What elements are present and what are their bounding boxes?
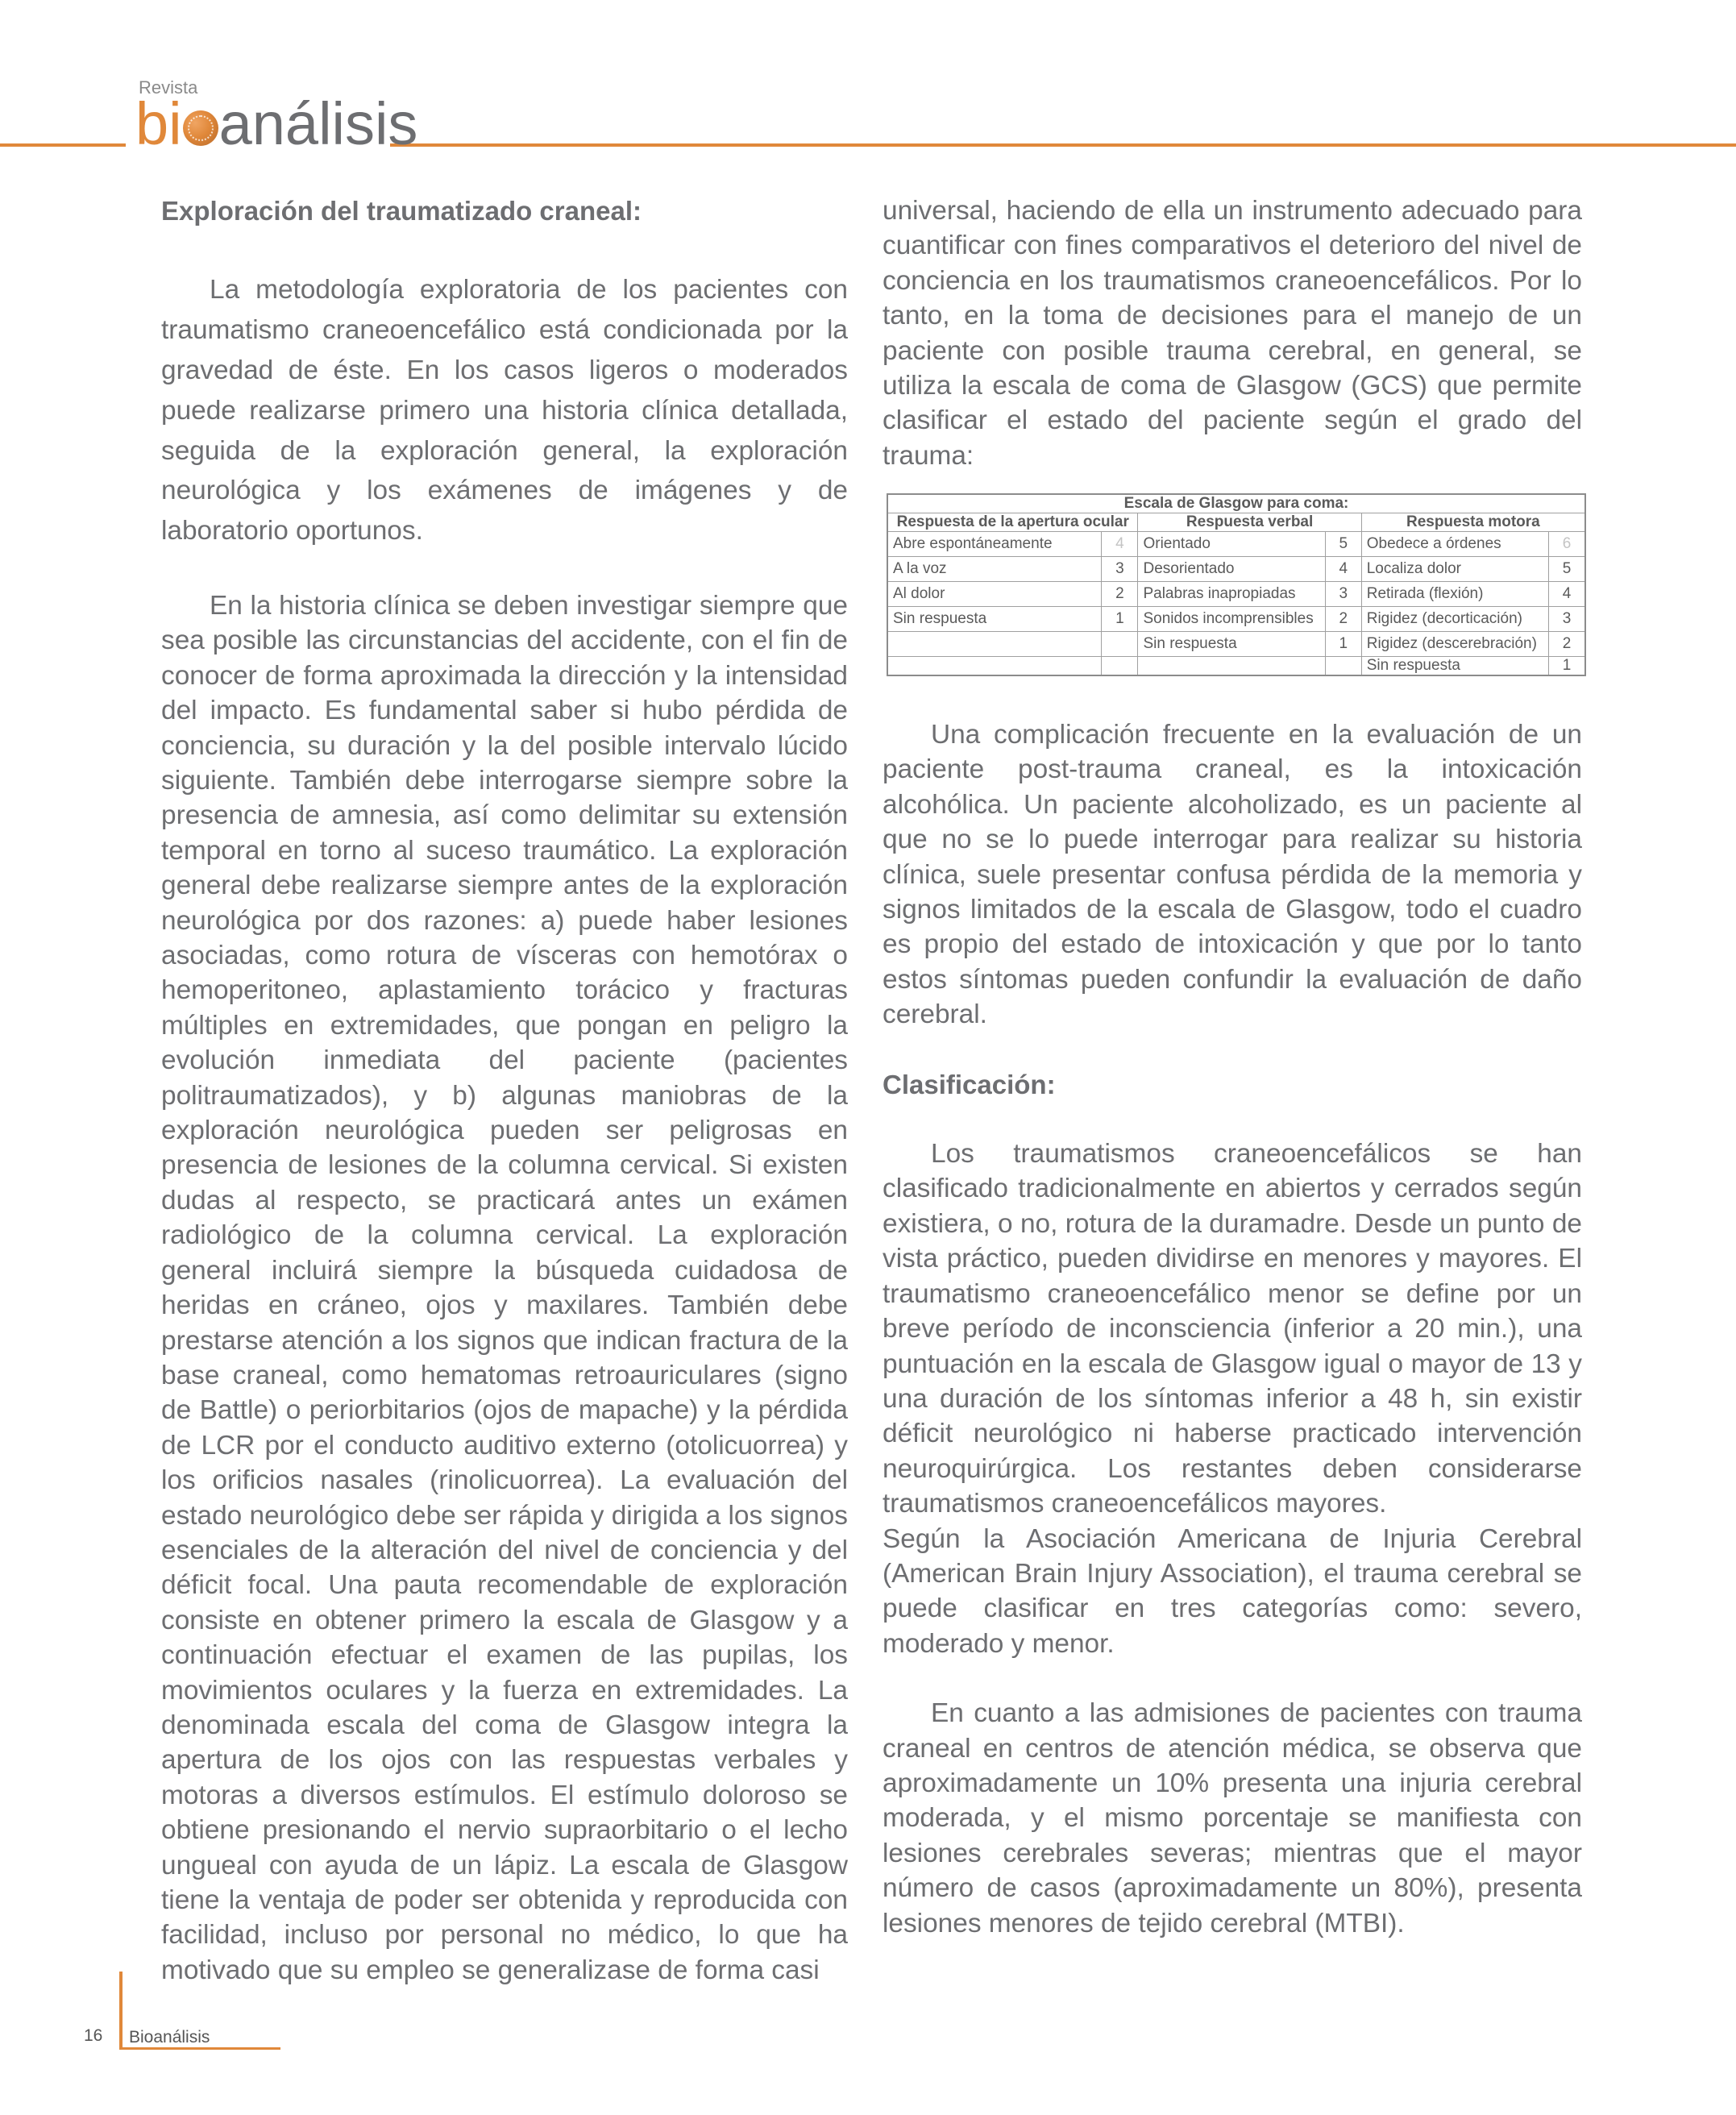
left-column — [161, 193, 848, 1988]
table-cell: 1 — [1102, 607, 1138, 632]
table-row — [887, 657, 1585, 676]
table-cell: Sonidos incomprensibles — [1138, 607, 1325, 632]
table-row — [887, 532, 1585, 557]
logo-suffix: análisis — [218, 90, 418, 157]
table-row — [887, 557, 1585, 582]
masthead-rule-right — [390, 143, 1736, 147]
table-cell: 2 — [1325, 607, 1361, 632]
table-cell — [887, 632, 1102, 657]
paragraph: Según la Asociación Americana de Injuria Cerebral (American Brain Injury Association), el trauma cerebral se puede clasificar en tres categorías como: severo, moderado y menor. — [883, 1523, 1582, 1659]
footer-rule-vertical — [119, 1972, 123, 2049]
table-cell: Abre espontáneamente — [887, 532, 1102, 557]
section-heading-clasificacion: Clasificación: — [883, 1069, 1056, 1099]
masthead-rule-left — [0, 143, 126, 147]
table-row — [887, 607, 1585, 632]
paragraph: universal, haciendo de ella un instrumento adecuado para cuantificar con fines comparativos el deterioro del nivel de conciencia en los traumatismos craneoencefálicos. Por lo tanto, en la toma de decisiones para el manejo de un paciente con posible trauma cerebral, en general, se utiliza la escala de coma de Glasgow (GCS) que permite clasificar el estado del paciente según el grado del trauma: — [883, 196, 1582, 471]
paragraph: En cuanto a las admisiones de pacientes con trauma craneal en centros de atención médica, se observa que aproximadamente un 10% presenta una injuria cerebral moderada, y el mismo porcentaje se manifiesta con lesiones cerebrales severas; mientras que el mayor número de casos (aproximadamente un 80%), presenta lesiones menores de tejido cerebral (MTBI). — [883, 1698, 1582, 1938]
paragraph: En la historia clínica se deben investigar siempre que sea posible las circunstancias del accidente, con el fin de conocer de forma aproximada la dirección y la intensidad del impacto. Es fundamental saber si hubo pérdida de conciencia, su duración y la del posible intervalo lúcido siguiente. También debe interrogarse siempre sobre la presencia de amnesia, así como delimitar su extensión temporal en torno al suceso traumático. La exploración general debe realizarse siempre antes de la exploración neurológica por dos razones: a) puede haber lesiones asociadas, como rotura de vísceras con hemotórax o hemoperitoneo, aplastamiento torácico y fracturas múltiples en extremidades, que pongan en peligro la evolución inmediata del paciente (pacientes politraumatizados), y b) algunas maniobras de la exploración neurológica pueden ser peligrosas en presencia de lesiones de la columna cervical. Si existen dudas al respecto, se practicará antes un exámen radiológico de la columna cervical. La exploración general incluirá siempre la búsqueda cuidadosa de heridas en cráneo, ojos y maxilares. También debe prestarse atención a los signos que indican fractura de la base craneal, como hematomas retroauriculares (signo de Battle) o periorbitarios (ojos de mapache) y la pérdida de LCR por el conducto auditivo externo (otolicuorrea) y los orificios nasales (rinolicuorrea). La evaluación del estado neurológico debe ser rápida y dirigida a los signos esenciales de la alteración del nivel de conciencia y del déficit focal. Una pauta recomendable de exploración consiste en obtener primero la escala de Glasgow y a continuación efectuar el examen de las pupilas, los movimientos oculares y la fuerza en extremidades. La denominada escala del coma de Glasgow integra la apertura de los ojos con las respuestas verbales y motoras a diversos estímulos. El estímulo doloroso se obtiene presionando el nervio supraorbitario o el lecho ungueal con ayuda de un lápiz. La escala de Glasgow tiene la ventaja de poder ser obtenida y reproducida con facilidad, incluso por personal no médico, lo que ha motivado que su empleo se generalizase de forma casi — [161, 590, 848, 1985]
table-cell: Al dolor — [887, 582, 1102, 607]
table-row — [887, 582, 1585, 607]
table-cell: Sin respuesta — [1361, 657, 1548, 676]
table-cell: 4 — [1325, 557, 1361, 582]
table-row — [887, 632, 1585, 657]
table-cell — [1325, 657, 1361, 676]
brand-revista-label: Revista — [139, 77, 198, 98]
paragraph: Los traumatismos craneoencefálicos se han clasificado tradicionalmente en abiertos y cerrados según existiera, o no, rotura de la duramadre. Desde un punto de vista práctico, pueden dividirse en menores y mayores. El traumatismo craneoencefálico menor se define por un breve período de inconsciencia (inferior a 20 min.), una puntuación en la escala de Glasgow igual o mayor de 13 y una duración de los síntomas inferior a 48 h, sin existir déficit neurológico ni haberse practicado intervención neuroquirúrgica. Los restantes deben considerarse traumatismos craneoencefálicos mayores. — [883, 1139, 1582, 1519]
table-cell: A la voz — [887, 557, 1102, 582]
column-header: Respuesta de la apertura ocular — [887, 513, 1138, 532]
table-cell: Sin respuesta — [1138, 632, 1325, 657]
table-cell: Rigidez (decorticación) — [1361, 607, 1548, 632]
table-cell: Localiza dolor — [1361, 557, 1548, 582]
table-cell — [1102, 632, 1138, 657]
right-column-continued — [883, 717, 1582, 1941]
table-caption-row — [887, 494, 1585, 513]
footer-rule-horizontal — [119, 2047, 280, 2050]
table-cell: 6 — [1549, 532, 1586, 557]
table-cell: Sin respuesta — [887, 607, 1102, 632]
table-cell: Rigidez (descerebración) — [1361, 632, 1548, 657]
table-header-row — [887, 513, 1585, 532]
logo-prefix: bi — [135, 90, 182, 157]
paragraph: La metodología exploratoria de los pacientes con traumatismo craneoencefálico está condicionada por la gravedad de éste. En los casos ligeros o moderados puede realizarse primero una historia clínica detallada, seguida de la exploración general, la exploración neurológica y los exámenes de imágenes y de laboratorio oportunos. — [161, 275, 848, 546]
page-number: 16 — [84, 2026, 103, 2045]
column-header: Respuesta motora — [1361, 513, 1585, 532]
glasgow-coma-scale-table — [887, 493, 1586, 676]
paragraph: Una complicación frecuente en la evaluación de un paciente post-trauma craneal, es la intoxicación alcohólica. Un paciente alcoholizado, es un paciente al que no se lo puede interrogar para realizar su historia clínica, suele presentar confusa pérdida de la memoria y signos limitados de la escala de Glasgow, todo el cuadro es propio del estado de intoxicación y que por lo tanto estos síntomas pueden confundir la evaluación de daño cerebral. — [883, 720, 1582, 1030]
table-cell: Orientado — [1138, 532, 1325, 557]
table-cell: 5 — [1549, 557, 1586, 582]
table-cell: 3 — [1102, 557, 1138, 582]
table-cell: 1 — [1325, 632, 1361, 657]
table-cell — [887, 657, 1102, 676]
table-cell: 4 — [1549, 582, 1586, 607]
table-cell — [1138, 657, 1325, 676]
footer-publication: Bioanálisis — [129, 2028, 210, 2046]
table-cell: Palabras inapropiadas — [1138, 582, 1325, 607]
table-cell: 3 — [1325, 582, 1361, 607]
column-header: Respuesta verbal — [1138, 513, 1361, 532]
table-cell: Obedece a órdenes — [1361, 532, 1548, 557]
table-cell: Desorientado — [1138, 557, 1325, 582]
section-heading-exploracion: Exploración del traumatizado craneal: — [161, 196, 642, 226]
table-cell: 5 — [1325, 532, 1361, 557]
table-cell: 4 — [1102, 532, 1138, 557]
table-cell: 2 — [1102, 582, 1138, 607]
right-column — [883, 193, 1582, 473]
globe-icon — [183, 110, 218, 146]
table-cell — [1102, 657, 1138, 676]
table-cell: 2 — [1549, 632, 1586, 657]
table-cell: 1 — [1549, 657, 1586, 676]
brand-logo — [135, 92, 417, 156]
table-cell: Retirada (flexión) — [1361, 582, 1548, 607]
table-cell: 3 — [1549, 607, 1586, 632]
table-caption: Escala de Glasgow para coma: — [887, 494, 1585, 513]
